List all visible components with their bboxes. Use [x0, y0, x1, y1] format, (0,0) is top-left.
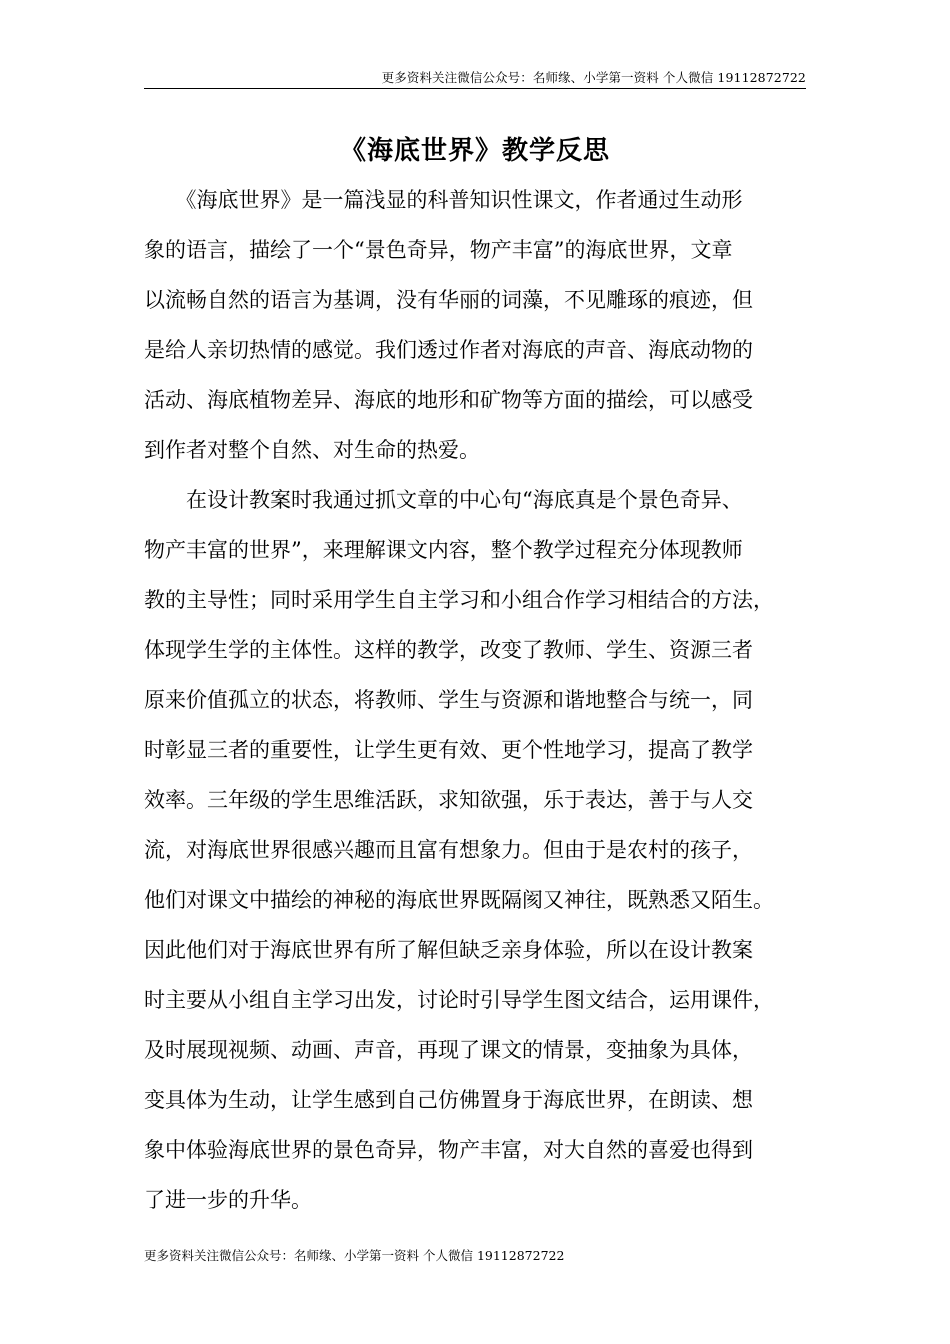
body-line: 到作者对整个自然、对生命的热爱。: [144, 438, 480, 462]
page-header: [144, 66, 806, 89]
page-footer: 更多资料关注微信公众号：名师缘、小学第一资料 个人微信 19112872722: [144, 1248, 565, 1263]
body-line: 流，对海底世界很感兴趣而且富有想象力。但由于是农村的孩子，: [144, 838, 753, 862]
document-title: 《海底世界》教学反思: [339, 136, 610, 166]
body-line: 效率。三年级的学生思维活跃，求知欲强，乐于表达，善于与人交: [144, 788, 753, 812]
body-line: 在设计教案时我通过抓文章的中心句“海底真是个景色奇异、: [144, 488, 743, 512]
body-line: 体现学生学的主体性。这样的教学，改变了教师、学生、资源三者: [144, 638, 753, 662]
body-line: 了进一步的升华。: [144, 1188, 312, 1212]
body-line: 时主要从小组自主学习出发，讨论时引导学生图文结合，运用课件，: [144, 988, 774, 1012]
body-line: 活动、海底植物差异、海底的地形和矿物等方面的描绘，可以感受: [144, 388, 753, 412]
body-line: 是给人亲切热情的感觉。我们透过作者对海底的声音、海底动物的: [144, 338, 753, 362]
body-line: 变具体为生动，让学生感到自己仿佛置身于海底世界，在朗读、想: [144, 1088, 753, 1112]
body-line: 及时展现视频、动画、声音，再现了课文的情景，变抽象为具体，: [144, 1038, 753, 1062]
body-line: 教的主导性；同时采用学生自主学习和小组合作学习相结合的方法，: [144, 588, 774, 612]
body-line: 他们对课文中描绘的神秘的海底世界既隔阂又神往，既熟悉又陌生。: [144, 888, 774, 912]
body-line: 原来价值孤立的状态，将教师、学生与资源和谐地整合与统一，同: [144, 688, 753, 712]
header-text: 更多资料关注微信公众号：名师缘、小学第一资料 个人微信 19112872722: [381, 70, 806, 85]
body-line: 物产丰富的世界”，来理解课文内容，整个教学过程充分体现教师: [144, 538, 743, 562]
body-line: 时彰显三者的重要性，让学生更有效、更个性地学习，提高了教学: [144, 738, 753, 762]
body-line: 《海底世界》是一篇浅显的科普知识性课文，作者通过生动形: [144, 188, 743, 212]
body-line: 因此他们对于海底世界有所了解但缺乏亲身体验，所以在设计教案: [144, 938, 753, 962]
body-line: 象的语言，描绘了一个“景色奇异，物产丰富”的海底世界，文章: [144, 238, 733, 262]
body-line: 象中体验海底世界的景色奇异，物产丰富，对大自然的喜爱也得到: [144, 1138, 753, 1162]
body-line: 以流畅自然的语言为基调，没有华丽的词藻，不见雕琢的痕迹，但: [144, 288, 753, 312]
